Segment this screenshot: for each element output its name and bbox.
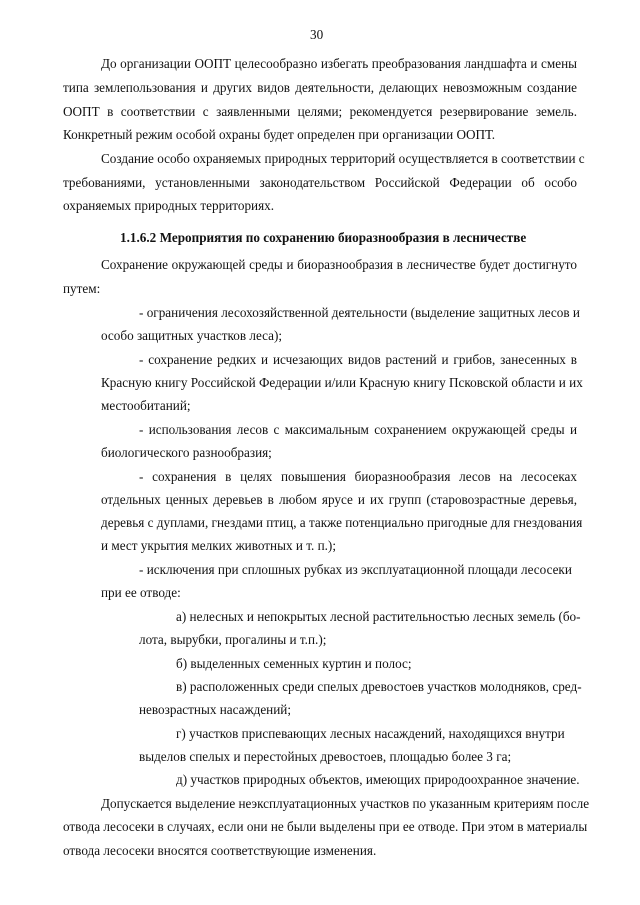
bullet-1-line-1: - ограничения лесохозяйственной деятельности (выделение защитных лесов и: [139, 305, 580, 320]
paragraph-1-line-2: типа землепользования и других видов деятельности, делающих невозможным создание: [63, 80, 577, 95]
bullet-3-line-2: биологического разнообразия;: [101, 445, 272, 460]
intro-line-1: Сохранение окружающей среды и биоразнообразия в лесничестве будет достигнуто: [101, 257, 577, 272]
bullet-4-line-3: деревья с дуплами, гнездами птиц, а также потенциально пригодные для гнездования: [101, 515, 583, 530]
intro-line-2: путем:: [63, 281, 101, 296]
subitem-d-line-2: выделов спелых и перестойных древостоев, площадью более 3 га;: [139, 749, 512, 764]
subitem-e: д) участков природных объектов, имеющих природоохранное значение.: [176, 772, 580, 787]
paragraph-1-line-4: Конкретный режим особой охраны будет определен при организации ООПТ.: [63, 127, 496, 142]
paragraph-2-line-2: требованиями, установленными законодательством Российской Федерации об особо: [63, 175, 577, 190]
paragraph-1-line-1: До организации ООПТ целесообразно избегать преобразования ландшафта и смены: [101, 56, 577, 71]
paragraph-1-line-3: ООПТ в соответствии с заявленными целями; рекомендуется резервирование земель.: [63, 104, 577, 119]
final-paragraph-line-3: отвода лесосеки вносятся соответствующие изменения.: [63, 843, 377, 858]
page-number: 30: [310, 27, 324, 42]
bullet-2-line-1: - сохранение редких и исчезающих видов растений и грибов, занесенных в: [139, 352, 577, 367]
paragraph-2-line-1: Создание особо охраняемых природных территорий осуществляется в соответствии с: [101, 151, 585, 166]
bullet-1-line-2: особо защитных участков леса);: [101, 328, 283, 343]
bullet-4-line-4: и мест укрытия мелких животных и т. п.);: [101, 538, 336, 553]
final-paragraph-line-1: Допускается выделение неэксплуатационных участков по указанным критериям после: [101, 796, 590, 811]
subitem-d-line-1: г) участков приспевающих лесных насаждений, находящихся внутри: [176, 726, 565, 741]
section-heading: 1.1.6.2 Мероприятия по сохранению биоразнообразия в лесничестве: [120, 230, 527, 245]
subitem-c-line-1: в) расположенных среди спелых древостоев участков молодняков, сред-: [176, 679, 582, 694]
subitem-b: б) выделенных семенных куртин и полос;: [176, 656, 412, 671]
subitem-a-line-2: лота, вырубки, прогалины и т.п.);: [139, 632, 327, 647]
subitem-a-line-1: а) нелесных и непокрытых лесной растительностью лесных земель (бо-: [176, 609, 581, 624]
bullet-5-line-1: - исключения при сплошных рубках из эксплуатационной площади лесосеки: [139, 562, 572, 577]
bullet-2-line-3: местообитаний;: [101, 398, 191, 413]
final-paragraph-line-2: отвода лесосеки в случаях, если они не были выделены при ее отводе. При этом в материалы: [63, 819, 588, 834]
bullet-4-line-2: отдельных ценных деревьев в любом ярусе и их групп (старовозрастные деревья,: [101, 492, 577, 507]
paragraph-2-line-3: охраняемых природных территориях.: [63, 198, 275, 213]
bullet-3-line-1: - использования лесов с максимальным сохранением окружающей среды и: [139, 422, 577, 437]
bullet-4-line-1: - сохранения в целях повышения биоразнообразия лесов на лесосеках: [139, 469, 577, 484]
subitem-c-line-2: невозрастных насаждений;: [139, 702, 292, 717]
bullet-2-line-2: Красную книгу Российской Федерации и/или Красную книгу Псковской области и их: [101, 375, 583, 390]
bullet-5-line-2: при ее отводе:: [101, 585, 181, 600]
